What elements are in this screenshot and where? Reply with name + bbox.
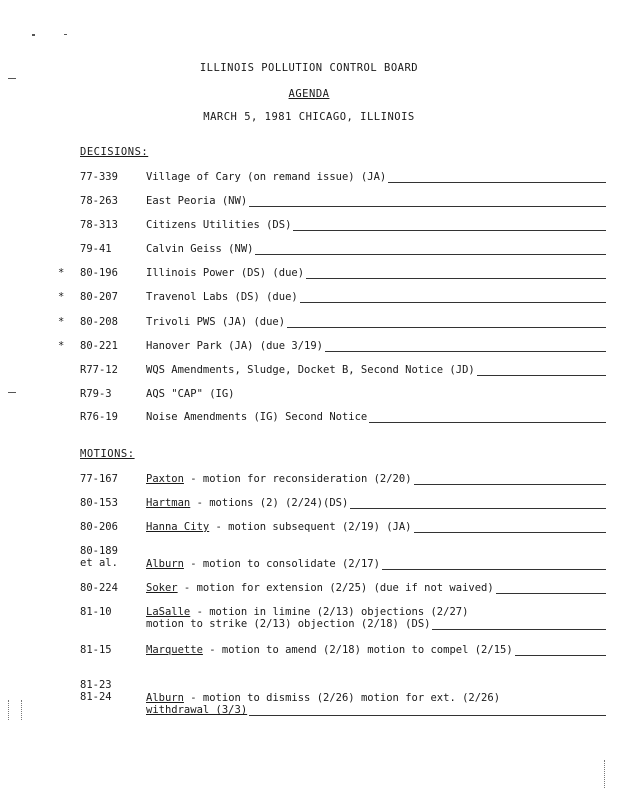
motion-text-line2: withdrawal (3/3) [146, 704, 248, 716]
docket-number: 80-224 [80, 582, 118, 594]
decision-text: East Peoria (NW) [146, 195, 248, 207]
docket-number: 80-189 [80, 545, 118, 557]
motion-row [0, 473, 618, 487]
party-name: Alburn [146, 692, 184, 704]
docket-number: 78-313 [80, 219, 118, 231]
docket-number: R79-3 [80, 388, 112, 400]
decision-row [0, 364, 618, 378]
fill-line [414, 474, 606, 485]
motion-row [0, 521, 618, 535]
motion-text: - motion for reconsideration (2/20) [183, 473, 412, 485]
docket-number: 80-208 [80, 316, 118, 328]
fill-line [350, 498, 606, 509]
decision-text: Village of Cary (on remand issue) (JA) [146, 171, 387, 183]
motion-text: - motion subsequent (2/19) (JA) [209, 521, 412, 533]
agenda-title: AGENDA [288, 88, 330, 100]
docket-number: 80-153 [80, 497, 118, 509]
due-marker: * [58, 267, 65, 279]
scan-speck [604, 760, 606, 788]
fill-line [249, 705, 606, 716]
decision-text: Calvin Geiss (NW) [146, 243, 254, 255]
party-name: Hartman [146, 497, 191, 509]
fill-line [388, 172, 606, 183]
scan-speck [64, 34, 67, 35]
party-name: Hanna City [146, 521, 210, 533]
motion-row [0, 497, 618, 511]
fill-line [496, 583, 606, 594]
decision-row [0, 195, 618, 209]
party-name: Alburn [146, 558, 184, 570]
decision-text: Citizens Utilities (DS) [146, 219, 292, 231]
decision-row [0, 219, 618, 233]
motion-row [0, 606, 618, 634]
fill-line [287, 317, 606, 328]
decision-text: Hanover Park (JA) (due 3/19) [146, 340, 324, 352]
decision-text: AQS "CAP" (IG) [146, 388, 235, 400]
docket-number: 81-24 [80, 691, 112, 703]
due-marker: * [58, 340, 65, 352]
motion-text: - motion to consolidate (2/17) [183, 558, 380, 570]
decision-row [0, 316, 618, 330]
docket-number: 80-206 [80, 521, 118, 533]
motion-text: - motion in limine (2/13) objections (2/27) [190, 606, 469, 618]
fill-line [414, 522, 606, 533]
fill-line [477, 365, 606, 376]
decision-text: Trivoli PWS (JA) (due) [146, 316, 286, 328]
decision-row [0, 243, 618, 257]
decisions-heading: DECISIONS: [80, 146, 149, 158]
motion-text: - motion for extension (2/25) (due if not waived) [177, 582, 494, 594]
party-name: Soker [146, 582, 178, 594]
fill-line [300, 292, 606, 303]
motion-row [0, 582, 618, 596]
docket-number: 80-196 [80, 267, 118, 279]
fill-line [255, 244, 606, 255]
fill-line [293, 220, 606, 231]
motion-text: - motions (2) (2/24)(DS) [190, 497, 349, 509]
motion-text: - motion to dismiss (2/26) motion for ext. (2/26) [183, 692, 501, 704]
fill-line [249, 196, 606, 207]
party-name: Marquette [146, 644, 203, 656]
decision-row [0, 388, 618, 402]
decision-row [0, 171, 618, 185]
decision-row [0, 411, 618, 425]
motions-heading: MOTIONS: [80, 448, 135, 460]
docket-number: 81-15 [80, 644, 112, 656]
fill-line [432, 619, 606, 630]
fill-line [306, 268, 606, 279]
docket-number: 79-41 [80, 243, 112, 255]
motion-row [0, 692, 618, 720]
scan-speck [32, 34, 35, 36]
docket-number: 80-221 [80, 340, 118, 352]
docket-number: R77-12 [80, 364, 118, 376]
docket-number-suffix: et al. [80, 557, 118, 569]
motion-text-line2: motion to strike (2/13) objection (2/18) (DS) [146, 618, 431, 630]
decision-row [0, 291, 618, 305]
due-marker: * [58, 316, 65, 328]
party-name: LaSalle [146, 606, 191, 618]
board-name: ILLINOIS POLLUTION CONTROL BOARD [199, 62, 419, 74]
docket-number: 80-207 [80, 291, 118, 303]
meeting-date-place: MARCH 5, 1981 CHICAGO, ILLINOIS [203, 111, 415, 123]
decision-text: Illinois Power (DS) (due) [146, 267, 305, 279]
motion-text: - motion to amend (2/18) motion to compel (2/15) [202, 644, 513, 656]
decision-text: Noise Amendments (IG) Second Notice [146, 411, 368, 423]
fill-line [325, 341, 606, 352]
docket-number: 78-263 [80, 195, 118, 207]
decision-text: Travenol Labs (DS) (due) [146, 291, 298, 303]
docket-number: 81-10 [80, 606, 112, 618]
fill-line [369, 412, 606, 423]
decision-text: WQS Amendments, Sludge, Docket B, Second Notice (JD) [146, 364, 475, 376]
docket-number: 77-167 [80, 473, 118, 485]
decision-row [0, 267, 618, 281]
decision-row [0, 340, 618, 354]
motion-row [0, 644, 618, 658]
docket-number: R76-19 [80, 411, 118, 423]
fill-line [382, 559, 606, 570]
due-marker: * [58, 291, 65, 303]
party-name: Paxton [146, 473, 184, 485]
docket-number: 77-339 [80, 171, 118, 183]
docket-number: 81-23 [80, 679, 112, 691]
scan-speck [8, 78, 16, 79]
fill-line [515, 645, 606, 656]
motion-row [0, 558, 618, 572]
